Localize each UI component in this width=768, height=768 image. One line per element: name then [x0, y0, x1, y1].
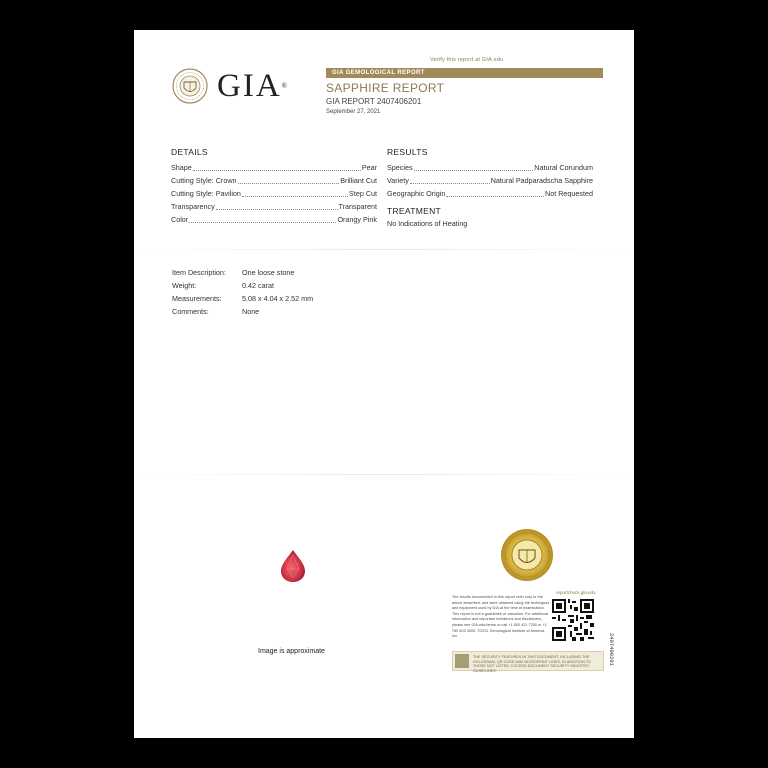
security-notice	[452, 651, 604, 671]
result-row: Geographic Origin Not Requested	[387, 189, 593, 198]
divider	[134, 474, 634, 475]
item-row: Comments: None	[172, 307, 260, 316]
qr-label[interactable]: reportcheck.gia.edu	[556, 590, 596, 595]
divider	[134, 249, 634, 250]
results-heading: RESULTS	[387, 147, 428, 157]
detail-row: Color Orangy Pink	[171, 215, 377, 224]
report-type-bar: GIA GEMOLOGICAL REPORT	[326, 68, 603, 78]
barcode-number: 2407406201	[608, 633, 615, 667]
report-number: GIA REPORT 2407406201	[326, 97, 422, 106]
security-icon	[455, 654, 469, 668]
details-section	[171, 147, 377, 225]
item-row: Item Description: One loose stone	[172, 268, 295, 277]
results-section	[387, 147, 593, 228]
item-row: Measurements: 5.08 x 4.04 x 2.52 mm	[172, 294, 314, 303]
detail-row: Cutting Style: Crown Brilliant Cut	[171, 176, 377, 185]
treatment-text: No Indications of Heating	[387, 219, 468, 228]
report-title: SAPPHIRE REPORT	[326, 81, 445, 95]
qr-code-icon[interactable]	[552, 599, 594, 641]
report-date: September 27, 2021	[326, 109, 381, 115]
disclaimer-text: The results documented in this report refer only to the article described, and were obtained using the techniques and equipment used by GIA at the time of examination. This report is not a guarantee or valuation. For additional information and important limitations and disclaimers, please see GIA.edu/terms or call +1 800 421 7250 or +1 760 603 4500. ©2021 Gemological Institute of America, Inc.	[452, 595, 550, 639]
detail-row: Shape Pear	[171, 163, 377, 172]
report-sheet	[134, 30, 634, 738]
treatment-heading: TREATMENT	[387, 206, 442, 216]
detail-row: Cutting Style: Pavilion Step Cut	[171, 189, 377, 198]
item-row: Weight: 0.42 carat	[172, 281, 274, 290]
hologram-seal-icon	[500, 528, 554, 582]
gia-logo: GIA®	[217, 68, 287, 104]
item-table	[172, 266, 313, 318]
security-text: THE SECURITY FEATURES IN THIS DOCUMENT, INCLUDING THE HOLOGRAM, QR CODE AND MICROPRINT LINES, IN ADDITION TO THOSE NOT LISTED, EXCEED DOCUMENT SECURITY INDUSTRY GUIDELINES.	[473, 655, 592, 673]
image-caption: Image is approximate	[258, 648, 325, 655]
result-row: Variety Natural Padparadscha Sapphire	[387, 176, 593, 185]
detail-row: Transparency Transparent	[171, 202, 377, 211]
details-heading: DETAILS	[171, 147, 208, 157]
pear-stone-image	[280, 549, 306, 583]
verify-link[interactable]: Verify this report at GIA.edu	[430, 57, 504, 63]
result-row: Species Natural Corundum	[387, 163, 593, 172]
gia-seal-icon	[172, 68, 208, 104]
